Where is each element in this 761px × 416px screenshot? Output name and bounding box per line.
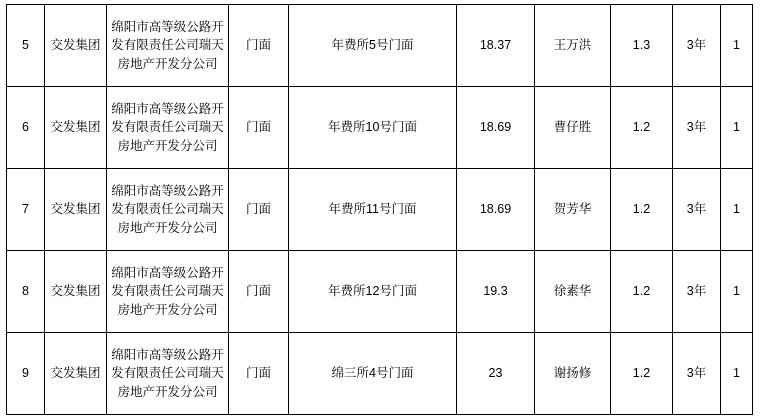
cell-index: 9	[7, 333, 45, 415]
table-row	[7, 169, 753, 251]
table-row	[7, 5, 753, 87]
lease-listing-table	[6, 4, 753, 415]
cell-group: 交发集团	[45, 251, 107, 333]
cell-count: 1	[721, 87, 753, 169]
cell-term: 3年	[673, 251, 721, 333]
cell-tenant: 徐素华	[535, 251, 611, 333]
cell-type: 门面	[229, 87, 289, 169]
cell-price: 1.2	[611, 87, 673, 169]
cell-index: 6	[7, 87, 45, 169]
cell-type: 门面	[229, 5, 289, 87]
cell-tenant: 王万洪	[535, 5, 611, 87]
cell-group: 交发集团	[45, 333, 107, 415]
cell-price: 1.2	[611, 251, 673, 333]
cell-tenant: 贺芳华	[535, 169, 611, 251]
cell-term: 3年	[673, 5, 721, 87]
cell-location: 年费所12号门面	[289, 251, 457, 333]
cell-area: 18.37	[457, 5, 535, 87]
cell-count: 1	[721, 169, 753, 251]
cell-location: 年费所5号门面	[289, 5, 457, 87]
cell-term: 3年	[673, 169, 721, 251]
cell-type: 门面	[229, 333, 289, 415]
cell-count: 1	[721, 5, 753, 87]
cell-tenant: 谢扬修	[535, 333, 611, 415]
cell-price: 1.3	[611, 5, 673, 87]
cell-area: 19.3	[457, 251, 535, 333]
cell-index: 7	[7, 169, 45, 251]
cell-tenant: 曹仔胜	[535, 87, 611, 169]
cell-index: 8	[7, 251, 45, 333]
cell-count: 1	[721, 251, 753, 333]
cell-price: 1.2	[611, 169, 673, 251]
cell-area: 18.69	[457, 169, 535, 251]
table-row	[7, 333, 753, 415]
cell-area: 23	[457, 333, 535, 415]
cell-location: 年费所10号门面	[289, 87, 457, 169]
cell-price: 1.2	[611, 333, 673, 415]
cell-company: 绵阳市高等级公路开发有限责任公司瑞天房地产开发分公司	[107, 251, 229, 333]
table-row	[7, 87, 753, 169]
cell-area: 18.69	[457, 87, 535, 169]
cell-company: 绵阳市高等级公路开发有限责任公司瑞天房地产开发分公司	[107, 169, 229, 251]
cell-index: 5	[7, 5, 45, 87]
cell-term: 3年	[673, 87, 721, 169]
cell-term: 3年	[673, 333, 721, 415]
cell-type: 门面	[229, 169, 289, 251]
cell-location: 年费所11号门面	[289, 169, 457, 251]
cell-type: 门面	[229, 251, 289, 333]
cell-location: 绵三所4号门面	[289, 333, 457, 415]
cell-count: 1	[721, 333, 753, 415]
table-row	[7, 251, 753, 333]
cell-company: 绵阳市高等级公路开发有限责任公司瑞天房地产开发分公司	[107, 5, 229, 87]
cell-group: 交发集团	[45, 5, 107, 87]
cell-group: 交发集团	[45, 169, 107, 251]
cell-company: 绵阳市高等级公路开发有限责任公司瑞天房地产开发分公司	[107, 333, 229, 415]
cell-company: 绵阳市高等级公路开发有限责任公司瑞天房地产开发分公司	[107, 87, 229, 169]
document-page	[0, 4, 761, 416]
table-body	[7, 5, 753, 415]
cell-group: 交发集团	[45, 87, 107, 169]
